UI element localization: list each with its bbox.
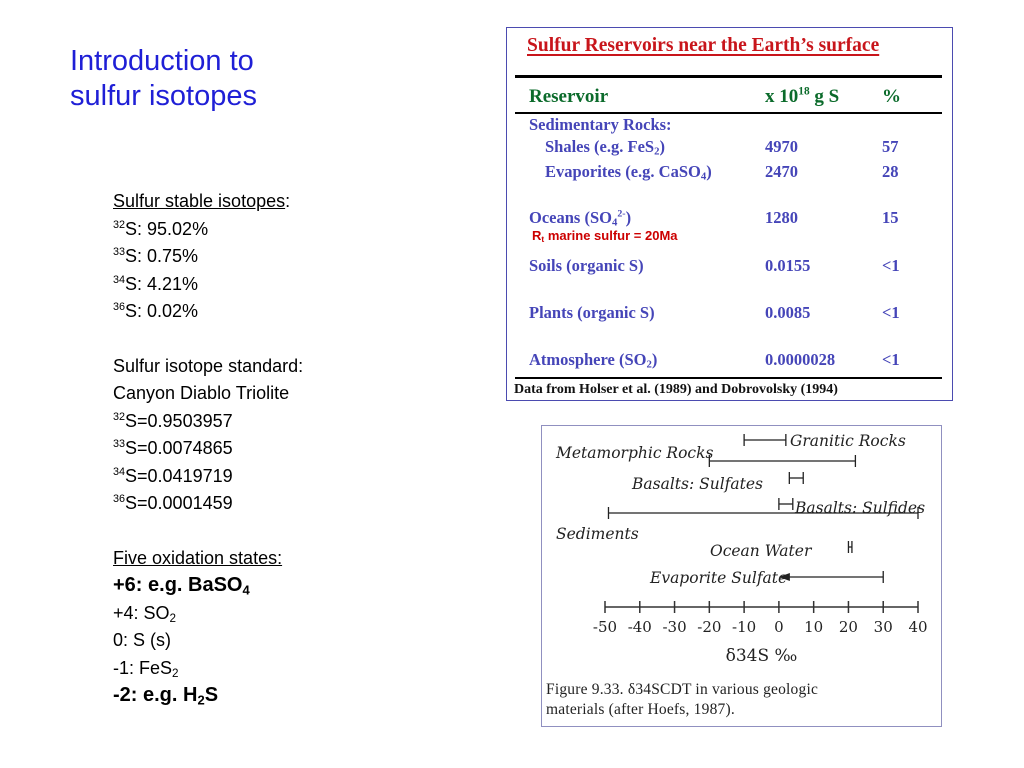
row-shales-value: 4970 [765,137,798,156]
header-mass: x $10^{18}$ g S [765,85,840,107]
row-atmosphere-value: 0.0000028 [765,350,836,369]
table-rule-header [515,112,942,114]
x-tick-label: -50 [592,618,618,636]
isotope-36: $^{36}$S: 0.02% [113,300,199,321]
standard-33: $^{33}$S=0.0074865 [113,437,233,458]
standard-32: $^{32}$S=0.9503957 [113,410,233,431]
isotope-32: $^{32}$S: 95.02% [113,218,209,239]
header-percent: % [882,86,901,107]
row-evaporites-label: Evaporites (e.g. CaSO$_4$) [545,162,712,183]
standard-36: $^{36}$S=0.0001459 [113,492,233,513]
range-label-evaporite-sulfate: Evaporite Sulfate [650,569,788,587]
row-atmosphere-percent: <1 [882,350,900,369]
oxidation-plus4: +4: $SO_2$ [113,602,177,625]
range-label-granitic-rocks: Granitic Rocks [790,432,906,450]
standard-heading: Sulfur isotope standard: [113,355,304,376]
x-tick-label: 0 [774,618,784,636]
range-label-ocean-water: Ocean Water [710,542,812,560]
reservoir-table [506,27,953,401]
figure-caption [546,680,938,720]
row-soils-value: 0.0155 [765,256,811,275]
slide-title [70,44,370,114]
row-sedimentary: Sedimentary Rocks: [529,115,672,134]
range-label-metamorphic-rocks: Metamorphic Rocks [556,444,714,462]
x-tick-label: -10 [732,618,757,636]
row-soils-percent: <1 [882,256,900,275]
table-source: Data from Holser et al. (1989) and Dobrovolsky (1994) [514,382,838,397]
oxidation-minus1: -1: FeS$_2$ [113,657,179,680]
x-tick-label: -30 [662,618,687,636]
oxidation-heading: Five oxidation states: [113,547,283,568]
header-reservoir: Reservoir [529,86,609,107]
x-tick-label: 30 [873,618,893,636]
residence-time-note: $R_t$ marine sulfur = 20Ma [532,228,678,245]
oxidation-plus6: +6: e.g. BaSO$_4$ [113,574,250,598]
isotopes-heading: Sulfur stable isotopes: [113,191,291,211]
caption-line-1: Figure 9.33. δ34SCDT in various geologic [546,681,819,698]
isotope-range-figure [541,425,942,727]
isotope-notes [113,188,413,710]
x-tick-label: -20 [697,618,722,636]
row-soils-label: Soils (organic S) [529,256,644,275]
row-plants-value: 0.0085 [765,303,811,322]
range-label-basalts-sulfates: Basalts: Sulfates [632,475,764,493]
row-oceans-label: Oceans $(SO_4^{2-})$ [529,208,632,229]
range-label-sediments: Sediments [556,525,639,543]
x-tick-label: 10 [804,618,824,636]
x-axis-label: δ34S ‰ [725,646,798,666]
table-rule-bottom [515,377,942,379]
range-chart [542,426,941,676]
isotope-33: $^{33}$S: 0.75% [113,245,199,266]
row-evaporites-value: 2470 [765,162,798,181]
row-shales-label: Shales (e.g. FeS$_2$) [545,137,665,158]
range-label-basalts-sulfides: Basalts: Sulfides [795,499,926,517]
standard-34: $^{34}$S=0.0419719 [113,465,233,486]
row-oceans-percent: 15 [882,208,899,227]
x-tick-label: 40 [908,618,928,636]
standard-name: Canyon Diablo Triolite [113,383,290,403]
row-evaporites-percent: 28 [882,162,899,181]
row-plants-label: Plants (organic S) [529,303,655,322]
table-rule-top [515,75,942,78]
x-tick-label: 20 [838,618,858,636]
table-title: Sulfur Reservoirs near the Earth’s surface [527,35,880,56]
title-line-2: sulfur isotopes [70,80,257,112]
row-oceans-value: 1280 [765,208,798,227]
oxidation-minus2: -2: e.g. $H_2S$ [113,684,219,708]
row-shales-percent: 57 [882,137,899,156]
caption-line-2: materials (after Hoefs, 1987). [546,701,735,718]
row-atmosphere-label: Atmosphere $(SO_2)$ [529,350,658,371]
isotope-34: $^{34}$S: 4.21% [113,273,199,294]
row-plants-percent: <1 [882,303,900,322]
title-line-1: Introduction to [70,45,254,77]
x-tick-label: -40 [627,618,652,636]
oxidation-zero: 0: S (s) [113,630,172,650]
